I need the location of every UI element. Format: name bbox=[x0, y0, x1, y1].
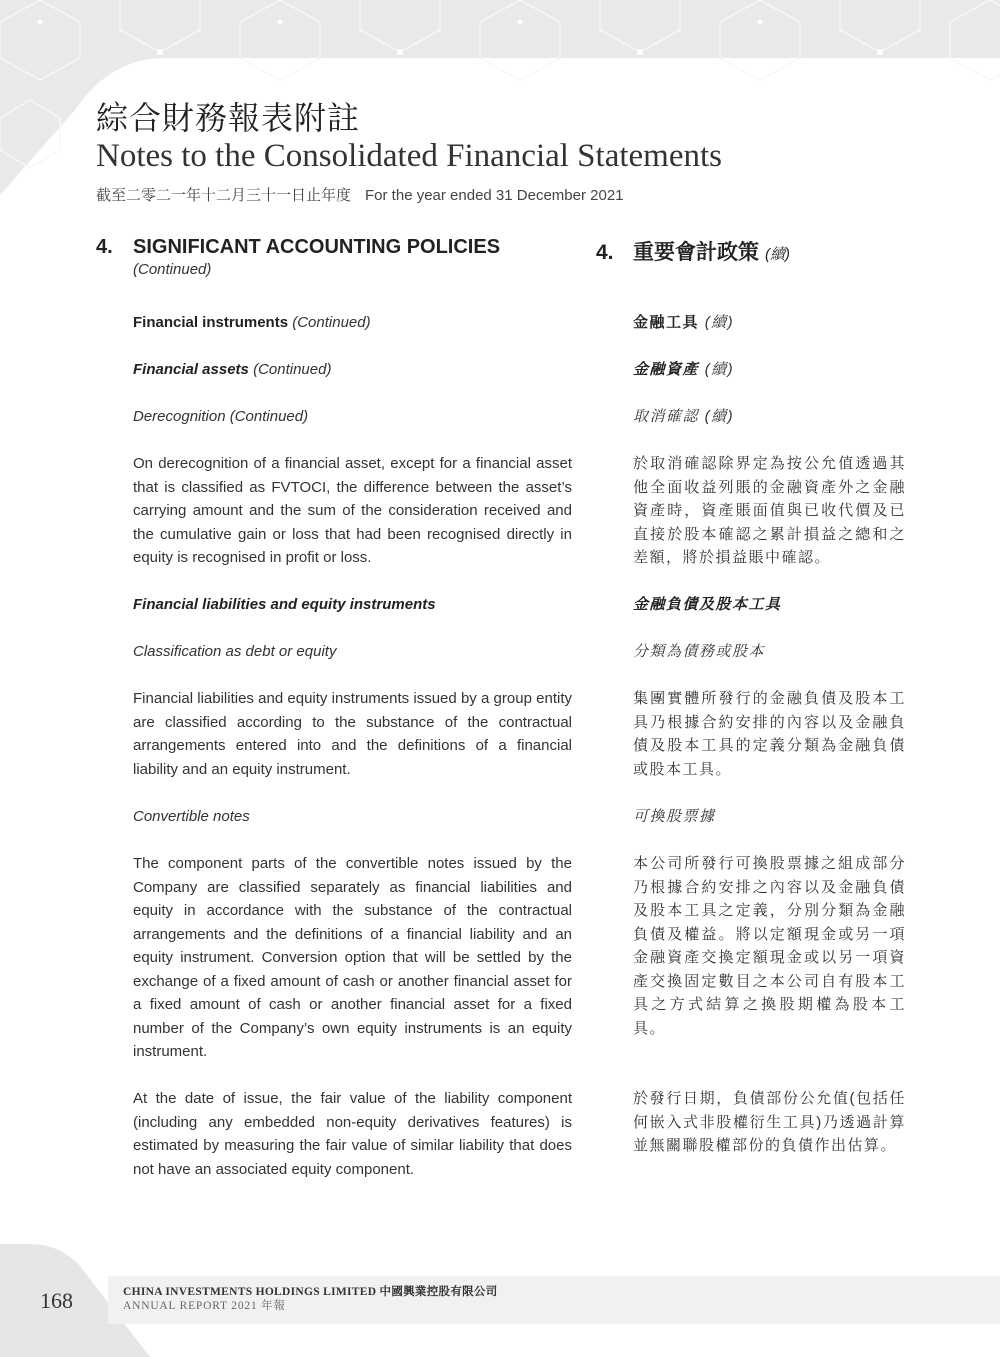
heading-financial-assets bbox=[133, 358, 572, 382]
english-column bbox=[96, 236, 572, 1178]
title-chinese: 綜合財務報表附註 bbox=[96, 99, 361, 137]
heading-financial-liabilities-cn: 金融負債及股本工具 bbox=[633, 596, 782, 613]
company-name: CHINA INVESTMENTS HOLDINGS LIMITED 中國興業控股有限公司 bbox=[123, 1286, 498, 1298]
section-continued-cn: (續) bbox=[765, 246, 790, 263]
continued-label: (續) bbox=[704, 314, 735, 331]
heading-text: Financial assets bbox=[133, 361, 249, 378]
section-title-cn: 重要會計政策 bbox=[633, 241, 759, 264]
paragraph-fair-value: At the date of issue, the fair value of the liability component (including any embedded non-equity derivatives features) is estimated by measuring the fair value of similar liability that does not have an associated equity component. bbox=[133, 1090, 572, 1178]
subtitle-chinese: 截至二零二一年十二月三十一日止年度 bbox=[96, 187, 352, 204]
heading-classification: Classification as debt or equity bbox=[133, 643, 337, 660]
heading-convertible-notes: Convertible notes bbox=[133, 808, 250, 825]
paragraph-convertible-notes: The component parts of the convertible notes issued by the Company are classified separately as financial liabilities and equity in accordance with the substance of the contractual arrangements and the definitions of a financial liability and an equity instrument. Conversion option that will be settled by the exchange of a fixed amount of cash or another financial asset for a fixed amount of cash or another financial asset for a fixed number of the Company’s own equity instruments is an equity instrument. bbox=[133, 855, 572, 1060]
subtitle-english: For the year ended 31 December 2021 bbox=[365, 187, 624, 204]
paragraph-convertible-notes-cn: 本公司所發行可換股票據之組成部分乃根據合約安排之內容以及金融負債及股本工具之定義，分別分類為金融負債及權益。將以定額現金或另一項金融資產交換定額現金或以另一項資產交換固定數目之本公司自有股本工具之方式結算之換股期權為股本工具。 bbox=[633, 855, 906, 1037]
heading-text: 金融資產 bbox=[633, 361, 700, 378]
continued-label: (續) bbox=[704, 361, 735, 378]
paragraph-classification-cn: 集團實體所發行的金融負債及股本工具乃根據合約安排的內容以及金融負債及股本工具的定義分類為金融負債或股本工具。 bbox=[633, 690, 906, 778]
heading-derecognition: Derecognition (Continued) bbox=[133, 408, 309, 425]
heading-derecognition-cn: 取消確認 (續) bbox=[633, 408, 735, 425]
paragraph-fair-value-cn: 於發行日期，負債部份公允值(包括任何嵌入式非股權衍生工具)乃透過計算並無關聯股權部份的負債作出估算。 bbox=[633, 1090, 906, 1154]
chinese-column bbox=[596, 236, 906, 1154]
paragraph-classification: Financial liabilities and equity instruments issued by a group entity are classified according to the substance of the contractual arrangements entered into and the definitions of a financial liability and an equity instrument. bbox=[133, 690, 572, 778]
section-heading bbox=[96, 236, 572, 259]
heading-convertible-notes-cn: 可換股票據 bbox=[633, 808, 716, 825]
section-number: 4. bbox=[96, 236, 113, 258]
page-number: 168 bbox=[40, 1288, 73, 1313]
title-english: Notes to the Consolidated Financial Statements bbox=[96, 138, 722, 174]
heading-text: 金融工具 bbox=[633, 314, 700, 331]
subtitle bbox=[96, 184, 722, 205]
footer-info bbox=[123, 1285, 498, 1313]
report-name: ANNUAL REPORT 2021 年報 bbox=[123, 1300, 286, 1312]
paragraph-derecognition: On derecognition of a financial asset, except for a financial asset that is classified as FVTOCI, the difference between the asset’s carrying amount and the sum of the consideration received and the cumulative gain or loss that had been recognised directly in equity is recognised in profit or loss. bbox=[133, 455, 572, 566]
section-heading-cn bbox=[596, 236, 906, 266]
continued-label: (Continued) bbox=[292, 314, 371, 331]
section-continued: (Continued) bbox=[133, 261, 212, 278]
continued-label: (Continued) bbox=[253, 361, 332, 378]
section-number-cn: 4. bbox=[596, 241, 614, 264]
heading-text: Financial instruments bbox=[133, 314, 289, 331]
page-header bbox=[96, 98, 722, 205]
heading-financial-assets-cn bbox=[633, 358, 906, 382]
heading-financial-instruments-cn bbox=[633, 311, 906, 335]
heading-classification-cn: 分類為債務或股本 bbox=[633, 643, 766, 660]
heading-financial-instruments bbox=[133, 311, 572, 335]
heading-financial-liabilities: Financial liabilities and equity instruments bbox=[133, 596, 436, 613]
paragraph-derecognition-cn: 於取消確認除界定為按公允值透過其他全面收益列賬的金融資產外之金融資產時，資產賬面值與已收代價及已直接於股本確認之累計損益之總和之差額，將於損益賬中確認。 bbox=[633, 455, 906, 566]
section-title: SIGNIFICANT ACCOUNTING POLICIES bbox=[133, 236, 501, 258]
